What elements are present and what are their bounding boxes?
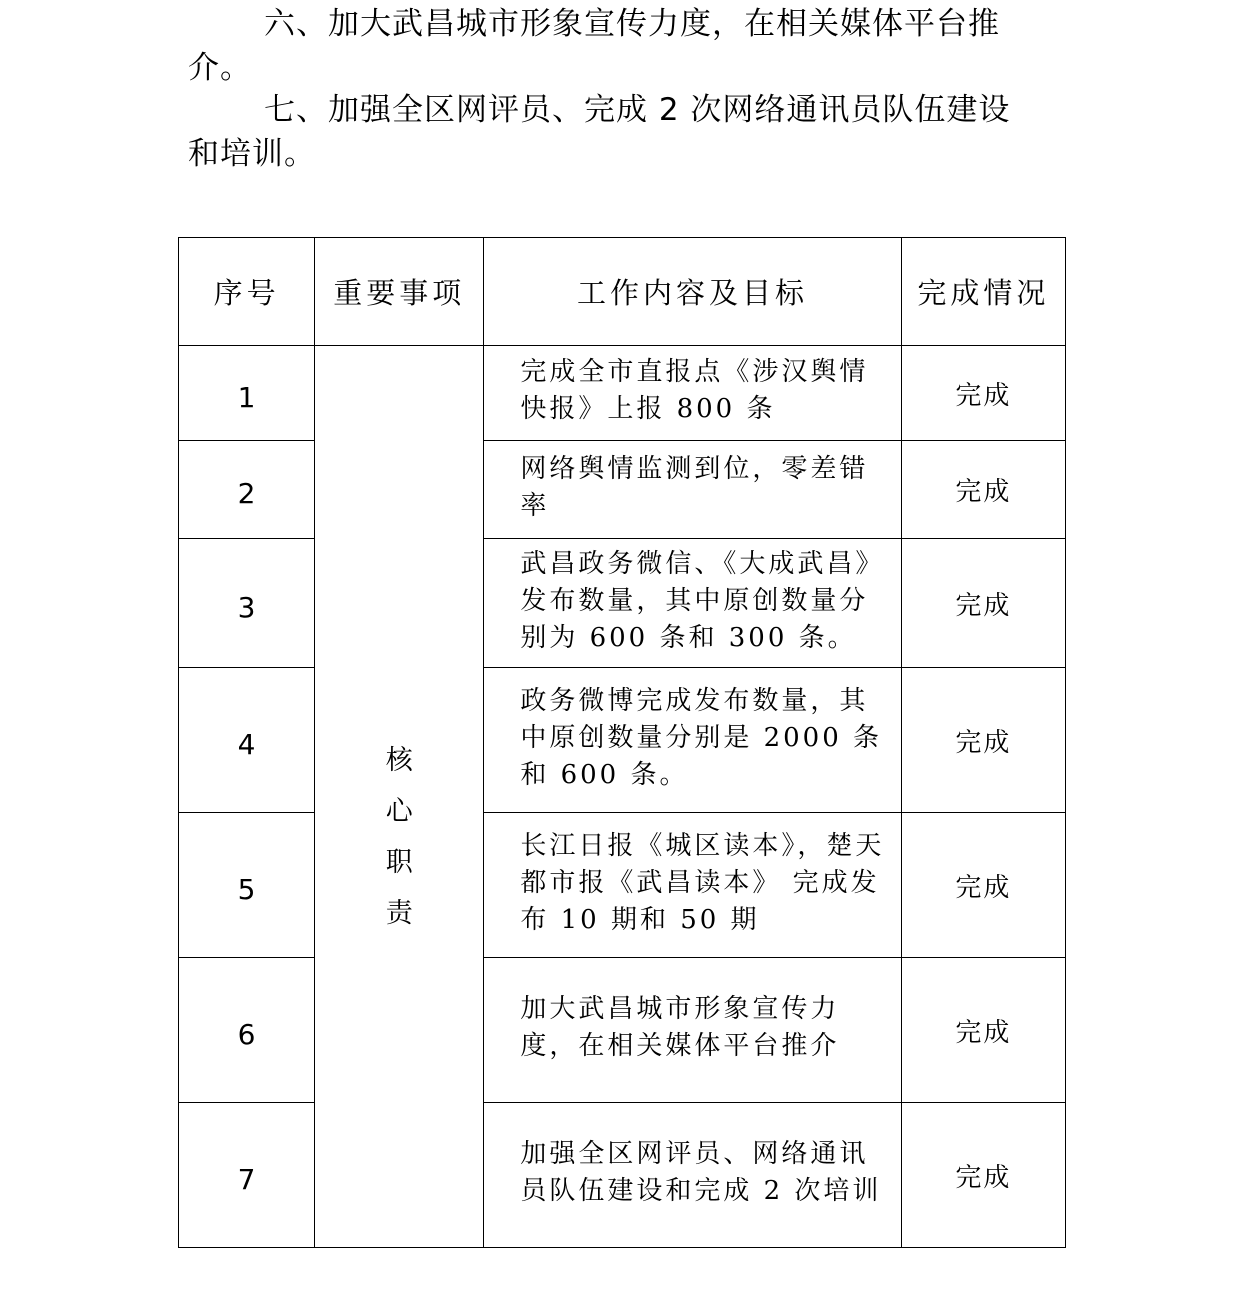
row-status: 完成 [901,813,1065,958]
row-content: 政务微博完成发布数量，其中原创数量分别是 2000 条和 600 条。 [484,668,901,813]
row-content: 武昌政务微信、《大成武昌》发布数量，其中原创数量分别为 600 条和 300 条。 [484,539,901,668]
paragraph-item-7: 七、加强全区网评员、完成 2 次网络通讯员队伍建设和培训。 [188,92,1011,172]
header-content: 工作内容及目标 [484,238,901,346]
paragraph-item-6: 六、加大武昌城市形象宣传力度，在相关媒体平台推介。 [188,6,1000,86]
table-row [179,958,1066,1103]
table-header-row [179,238,1066,346]
table-row [179,813,1066,958]
row-status: 完成 [901,346,1065,441]
table-row [179,441,1066,539]
row-number: 2 [179,441,315,539]
table-row [179,668,1066,813]
table-row [179,539,1066,668]
row-number: 3 [179,539,315,668]
row-number: 7 [179,1103,315,1248]
table-row [179,346,1066,441]
row-status: 完成 [901,958,1065,1103]
item-label: 核心职责 [385,744,413,929]
row-status: 完成 [901,668,1065,813]
row-content: 加强全区网评员、网络通讯员队伍建设和完成 2 次培训 [484,1103,901,1248]
row-content: 完成全市直报点《涉汉舆情快报》上报 800 条 [484,346,901,441]
header-no: 序号 [179,238,315,346]
row-status: 完成 [901,441,1065,539]
row-content: 网络舆情监测到位，零差错率 [484,441,901,539]
item-cell [315,346,484,1248]
row-content: 长江日报《城区读本》，楚天都市报《武昌读本》 完成发布 10 期和 50 期 [484,813,901,958]
header-item: 重要事项 [315,238,484,346]
row-status: 完成 [901,1103,1065,1248]
header-status: 完成情况 [901,238,1065,346]
duty-table [178,237,1066,1248]
row-status: 完成 [901,539,1065,668]
row-number: 6 [179,958,315,1103]
row-number: 5 [179,813,315,958]
row-number: 1 [179,346,315,441]
row-content: 加大武昌城市形象宣传力度，在相关媒体平台推介 [484,958,901,1103]
table-row [179,1103,1066,1248]
row-number: 4 [179,668,315,813]
